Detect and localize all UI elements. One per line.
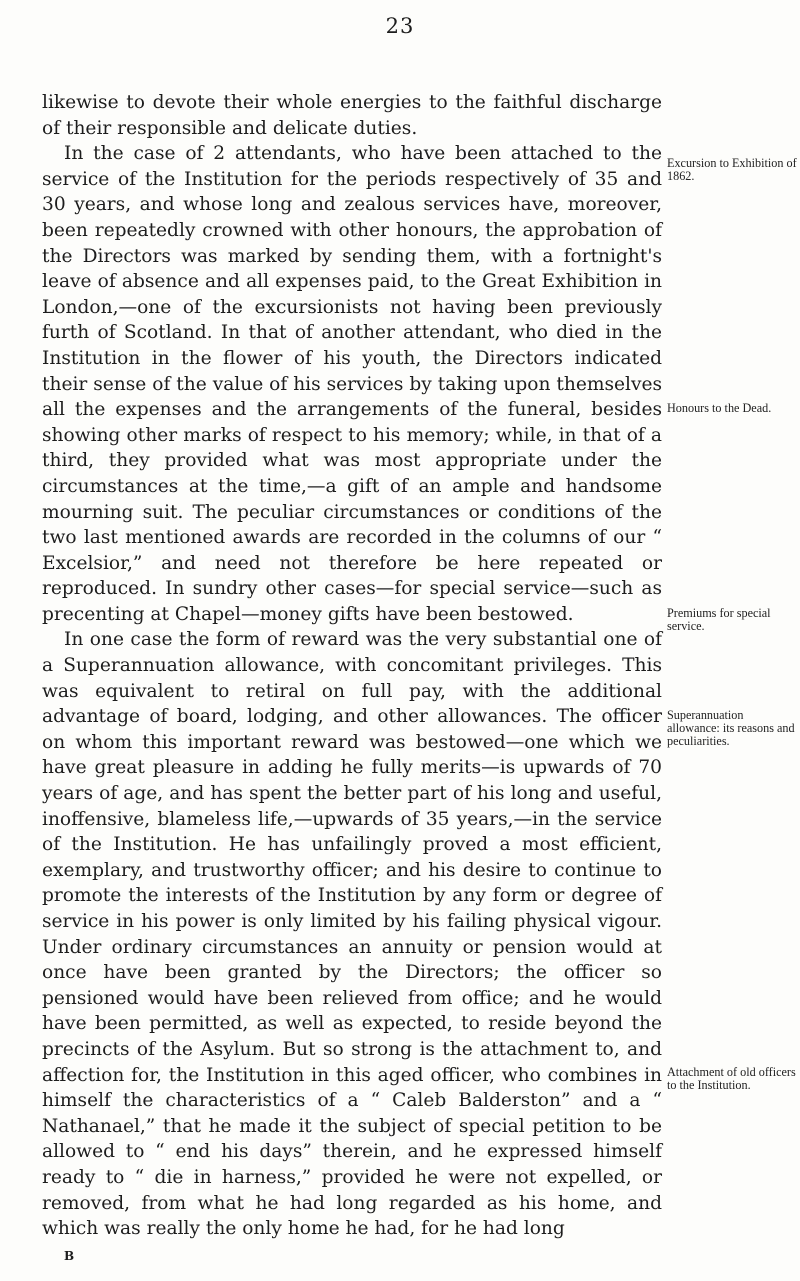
- margin-note-premiums: Premiums for special service.: [667, 606, 771, 633]
- paragraph-continuation: likewise to devote their whole energies to the faithful discharge of their responsible and delicate duties.: [42, 92, 662, 139]
- paragraph-attendants: In the case of 2 attendants, who have been attached to the service of the Institution for the periods respectively of 35 and 30 years, and whose long and zealous services have, moreover, been repeatedly crowned with other honours, the approbation of the Directors was marked by sending them, with a fortnight's leave of absence and all expenses paid, to the Great Exhibition in London,—one of the excursionists not having been previously furth of Scotland. In that of another attendant, who died in the Institution in the flower of his youth, the Directors indicated their sense of the value of his services by taking upon themselves all the expenses and the arrangements of the funeral, besides showing other marks of respect to his memory; while, in that of a third, they provided what was most appropriate under the circumstances at the time,—a gift of an ample and handsome mourning suit. The peculiar circumstances or conditions of the two last mentioned awards are recorded in the columns of our “ Excelsior,” and need not therefore be here repeated or reproduced. In sundry other cases—for special service—such as precenting at Chapel—money gifts have been bestowed.: [42, 143, 662, 625]
- page-number: 23: [385, 14, 415, 38]
- margin-note-attachment: Attachment of old officers to the Institution.: [667, 1065, 796, 1092]
- signature-mark: B: [64, 1249, 75, 1263]
- body-text: [42, 90, 662, 1242]
- margin-note-excursion: Excursion to Exhibition of 1862.: [667, 156, 797, 183]
- paragraph-superannuation: In one case the form of reward was the very substantial one of a Superannuation allowance, with concomitant privileges. This was equivalent to retiral on full pay, with the additional advantage of board, lodging, and other allowances. The officer on whom this important reward was bestowed—one which we have great pleasure in adding he fully merits—is upwards of 70 years of age, and has spent the better part of his long and useful, inoffensive, blameless life,—upwards of 35 years,—in the service of the Institution. He has unfailingly proved a most efficient, exemplary, and trustworthy officer; and his desire to continue to promote the interests of the Institution by any form or degree of service in his power is only limited by his failing physical vigour. Under ordinary circumstances an annuity or pension would at once have been granted by the Directors; the officer so pensioned would have been relieved from office; and he would have been permitted, as well as expected, to reside beyond the precincts of the Asylum. But so strong is the attachment to, and affection for, the Institution in this aged officer, who combines in himself the characteristics of a “ Caleb Balderston” and a “ Nathanael,” that he made it the subject of special petition to be allowed to “ end his days” therein, and he expressed himself ready to “ die in harness,” provided he were not expelled, or removed, from what he had long regarded as his home, and which was really the only home he had, for he had long: [42, 629, 662, 1240]
- margin-note-honours: Honours to the Dead.: [667, 401, 772, 415]
- margin-note-superannuation: Superannuation allowance: its reasons and peculiarities.: [667, 708, 795, 748]
